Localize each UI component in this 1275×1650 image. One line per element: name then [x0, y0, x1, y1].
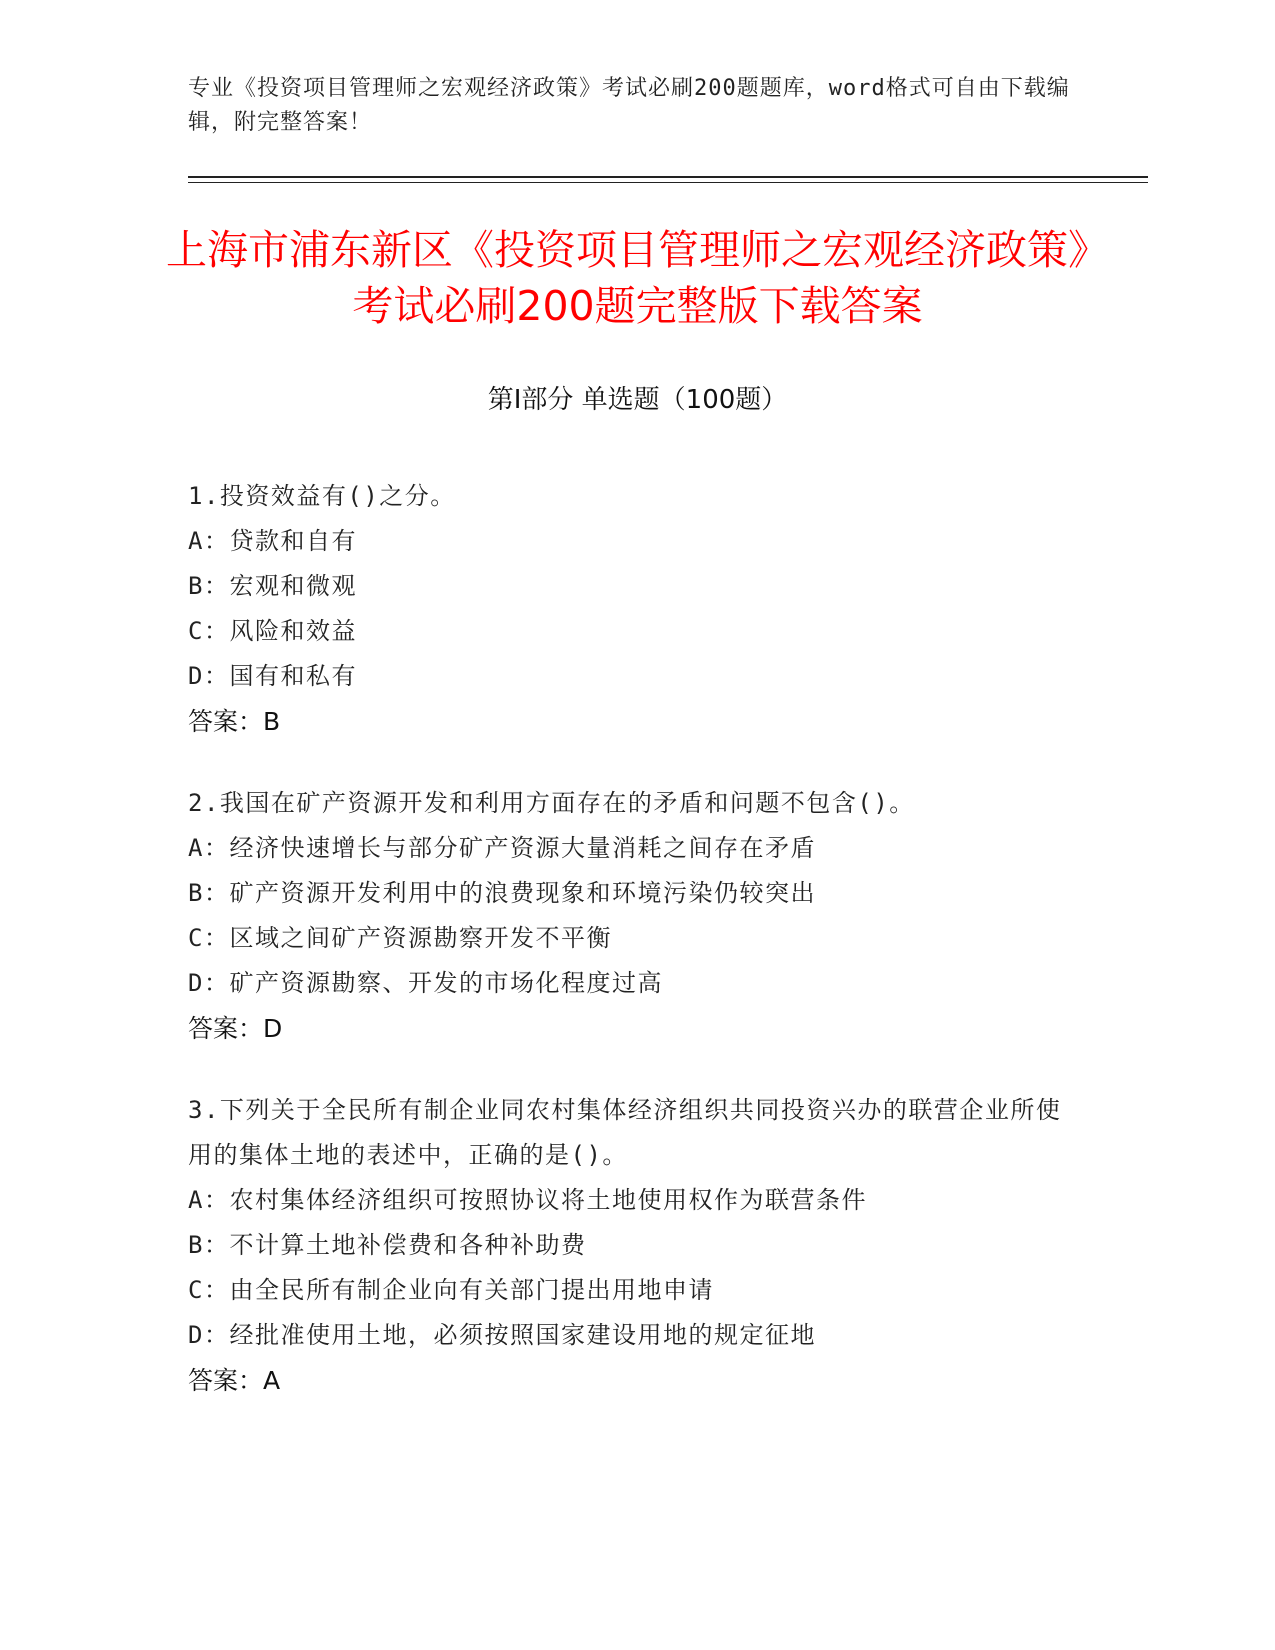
question-stem: 2.我国在矿产资源开发和利用方面存在的矛盾和问题不包含()。: [188, 789, 915, 817]
option-a: A：贷款和自有: [188, 527, 357, 555]
question-list: [188, 474, 1068, 1440]
question-3: [188, 1088, 1068, 1403]
question-2: [188, 781, 1068, 1051]
document-title: 上海市浦东新区《投资项目管理师之宏观经济政策》考试必刷200题完整版下载答案: [166, 226, 1109, 330]
option-b: B：不计算土地补偿费和各种补助费: [188, 1231, 587, 1259]
option-b: B：矿产资源开发利用中的浪费现象和环境污染仍较突出: [188, 879, 816, 907]
option-d: D：矿产资源勘察、开发的市场化程度过高: [188, 969, 663, 997]
question-1: [188, 474, 1068, 744]
header-divider-thick: [188, 176, 1148, 178]
option-a: A：农村集体经济组织可按照协议将土地使用权作为联营条件: [188, 1186, 867, 1214]
header-divider-thin: [188, 182, 1148, 183]
question-stem: 3.下列关于全民所有制企业同农村集体经济组织共同投资兴办的联营企业所使用的集体土地的表述中，正确的是()。: [188, 1096, 1062, 1169]
answer: 答案：B: [188, 707, 281, 736]
option-d: D：经批准使用土地，必须按照国家建设用地的规定征地: [188, 1321, 816, 1349]
answer: 答案：D: [188, 1014, 283, 1043]
section-title: 第Ⅰ部分 单选题（100题）: [487, 385, 788, 415]
header-note: 专业《投资项目管理师之宏观经济政策》考试必刷200题题库，word格式可自由下载编辑，附完整答案！: [188, 76, 1070, 135]
option-d: D：国有和私有: [188, 662, 357, 690]
option-b: B：宏观和微观: [188, 572, 357, 600]
question-stem: 1.投资效益有()之分。: [188, 482, 456, 510]
option-c: C：由全民所有制企业向有关部门提出用地申请: [188, 1276, 714, 1304]
option-c: C：区域之间矿产资源勘察开发不平衡: [188, 924, 612, 952]
option-a: A：经济快速增长与部分矿产资源大量消耗之间存在矛盾: [188, 834, 816, 862]
answer: 答案：A: [188, 1366, 281, 1395]
option-c: C：风险和效益: [188, 617, 357, 645]
